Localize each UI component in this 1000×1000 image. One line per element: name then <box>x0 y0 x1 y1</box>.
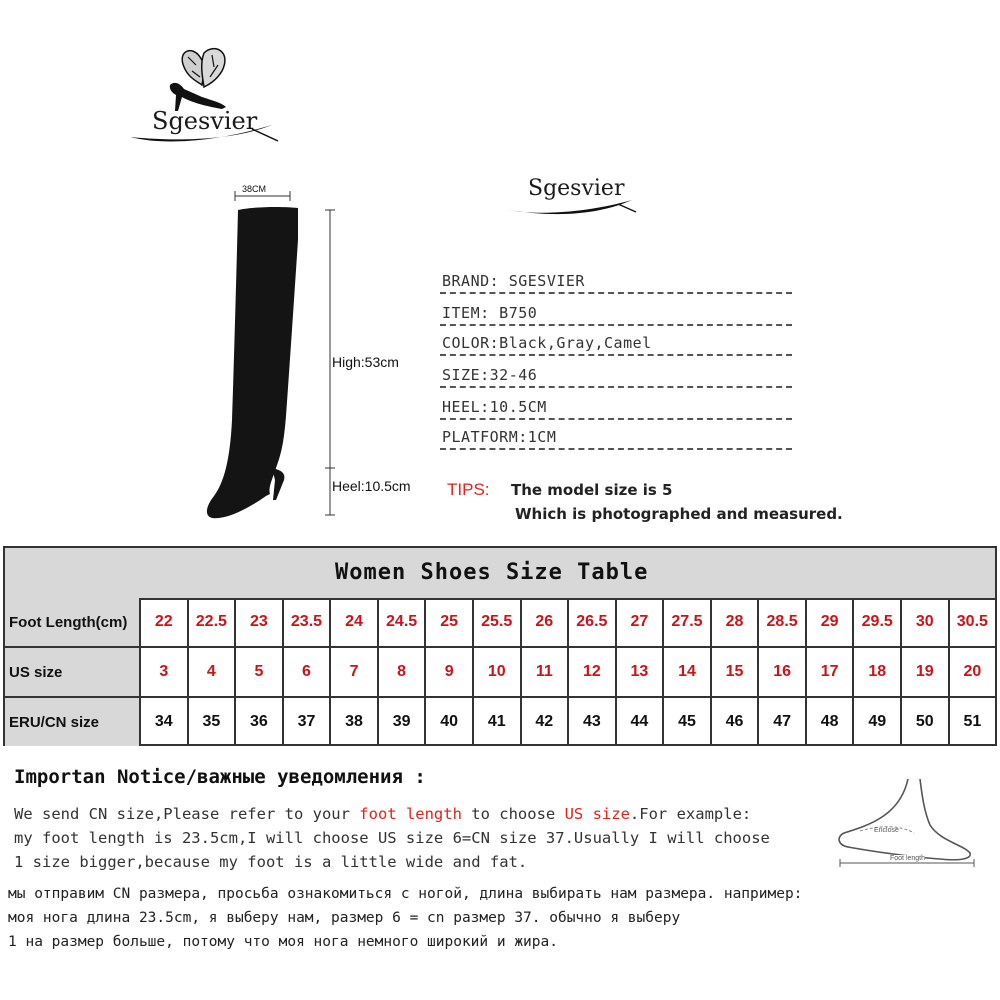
boot-height-label: High:53cm <box>332 354 399 370</box>
notice-ru-line-1: мы отправим CN размера, просьба ознакомиться с ногой, длина выбирать нам размера. например: <box>8 886 803 902</box>
size-cell: 29.5 <box>854 598 902 646</box>
notice-line-1: We send CN size,Please refer to your foot length to choose US size.For example: <box>14 805 752 823</box>
boot-width-label: 38CM <box>242 184 267 194</box>
size-cell: 22 <box>141 598 189 646</box>
spec-heel: HEEL:10.5CM <box>440 392 792 420</box>
notice-ru-line-2: моя нога длина 23.5cm, я выберу нам, размер 6 = cn размер 37. обычно я выберу <box>8 910 681 926</box>
spec-platform: PLATFORM:1CM <box>440 422 792 450</box>
size-cell: 24.5 <box>379 598 427 646</box>
foot-length-row <box>5 598 995 648</box>
eu-cn-size-row <box>5 698 995 746</box>
size-cell: 24 <box>331 598 379 646</box>
foot-enclose-label: Enclose <box>874 827 899 834</box>
boot-heel-label: Heel:10.5cm <box>332 478 411 494</box>
foot-length-label: Foot length <box>890 855 926 862</box>
size-cell: 14 <box>664 648 712 696</box>
size-cell: 4 <box>189 648 237 696</box>
size-cell: 16 <box>759 648 807 696</box>
brand-logo-small <box>500 172 650 222</box>
size-cell: 43 <box>569 698 617 746</box>
tips-line-1: The model size is 5 <box>511 481 673 499</box>
size-cell: 34 <box>141 698 189 746</box>
size-table-title: Women Shoes Size Table <box>335 560 649 585</box>
size-cell: 37 <box>284 698 332 746</box>
size-cell: 35 <box>189 698 237 746</box>
size-cell: 23.5 <box>284 598 332 646</box>
notice-title: Importan Notice/важные уведомления : <box>14 766 426 788</box>
size-cell: 51 <box>963 713 982 730</box>
size-cell: 20 <box>963 663 982 680</box>
size-cell: 8 <box>379 648 427 696</box>
foot-measure-diagram <box>830 775 980 870</box>
size-cell: 50 <box>902 698 950 746</box>
spec-color: COLOR:Black,Gray,Camel <box>440 328 792 356</box>
size-cell: 28.5 <box>759 598 807 646</box>
size-cell: 5 <box>236 648 284 696</box>
over-knee-boot-icon <box>180 180 440 520</box>
row-header: US size <box>5 648 141 696</box>
size-cell: 22.5 <box>189 598 237 646</box>
notice-ru-line-3: 1 на размер больше, потому что моя нога немного широкий и жира. <box>8 934 558 950</box>
butterfly-high-heel-icon <box>122 45 282 155</box>
size-cell: 26 <box>522 598 570 646</box>
size-cell: 49 <box>854 698 902 746</box>
size-cell: 47 <box>759 698 807 746</box>
size-cell: 46 <box>712 698 760 746</box>
size-cell: 39 <box>379 698 427 746</box>
size-cell: 30.5 <box>956 613 988 630</box>
size-cell: 41 <box>474 698 522 746</box>
notice-line-2: my foot length is 23.5cm,I will choose US size 6=CN size 37.Usually I will choose <box>14 829 770 847</box>
size-cell: 19 <box>902 648 950 696</box>
boot-image <box>180 180 440 520</box>
size-cell: 13 <box>617 648 665 696</box>
logo-swoosh-icon <box>500 172 650 222</box>
size-cell: 28 <box>712 598 760 646</box>
brand-logo-text: Sgesvier <box>152 107 258 135</box>
tips-label: TIPS: <box>447 480 490 499</box>
spec-brand: BRAND: SGESVIER <box>440 266 792 294</box>
foot-length-highlight: foot length <box>359 805 462 823</box>
size-cell: 27.5 <box>664 598 712 646</box>
size-cell: 26.5 <box>569 598 617 646</box>
size-cell: 25 <box>426 598 474 646</box>
brand-logo <box>122 45 282 155</box>
notice-line-3: 1 size bigger,because my foot is a little wide and fat. <box>14 853 528 871</box>
size-cell: 23 <box>236 598 284 646</box>
size-cell: 40 <box>426 698 474 746</box>
size-cell: 45 <box>664 698 712 746</box>
size-cell: 17 <box>807 648 855 696</box>
row-header: ERU/CN size <box>5 698 141 746</box>
size-cell: 6 <box>284 648 332 696</box>
us-size-highlight: US size <box>564 805 630 823</box>
size-cell: 38 <box>331 698 379 746</box>
spec-item: ITEM: B750 <box>440 298 792 326</box>
size-table-title-row <box>5 548 995 600</box>
size-table <box>3 546 997 746</box>
brand-logo-small-text: Sgesvier <box>528 176 625 201</box>
tips-line-2: Which is photographed and measured. <box>515 505 843 523</box>
size-cell: 25.5 <box>474 598 522 646</box>
size-cell: 3 <box>141 648 189 696</box>
size-cell: 12 <box>569 648 617 696</box>
size-cell: 42 <box>522 698 570 746</box>
size-cell: 48 <box>807 698 855 746</box>
size-cell: 36 <box>236 698 284 746</box>
size-cell: 18 <box>854 648 902 696</box>
spec-size: SIZE:32-46 <box>440 360 792 388</box>
size-cell: 9 <box>426 648 474 696</box>
size-cell: 44 <box>617 698 665 746</box>
us-size-row <box>5 648 995 698</box>
row-header: Foot Length(cm) <box>5 598 141 646</box>
size-cell: 29 <box>807 598 855 646</box>
size-cell: 15 <box>712 648 760 696</box>
size-cell: 10 <box>474 648 522 696</box>
size-cell: 27 <box>617 598 665 646</box>
size-cell: 7 <box>331 648 379 696</box>
size-cell: 30 <box>902 598 950 646</box>
size-cell: 11 <box>522 648 570 696</box>
